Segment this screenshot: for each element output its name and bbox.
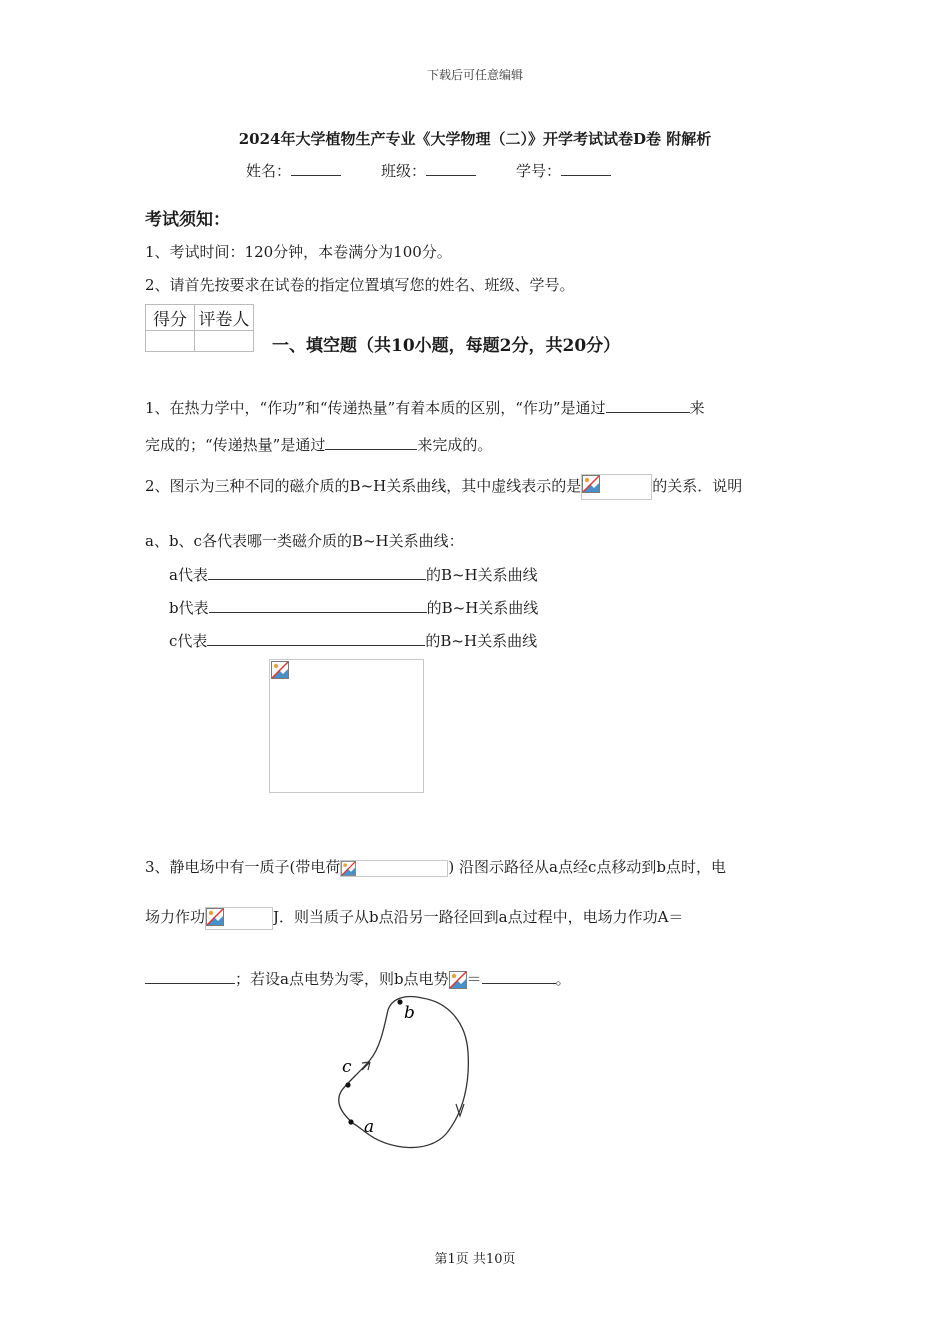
label-a: a: [364, 1117, 375, 1137]
q1-line2: [145, 434, 492, 455]
q3-line2: [145, 906, 683, 930]
class-blank[interactable]: [426, 161, 476, 176]
header-note: 下载后可任意编辑: [426, 68, 523, 82]
point-b: [397, 999, 402, 1004]
class-field: [381, 160, 476, 181]
class-label: 班级：: [381, 162, 427, 180]
label-b: b: [404, 1003, 415, 1023]
page-footer: 第1页 共10页: [434, 1252, 516, 1267]
q3-text-g: 。: [555, 970, 571, 988]
q2-c-label: c代表: [169, 632, 208, 650]
notice-title: 考试须知：: [145, 210, 230, 230]
q3-work-image: [205, 907, 273, 930]
q2-line1: [145, 474, 742, 500]
q2-c-suffix: 的B~H关系曲线: [425, 632, 538, 650]
notice-item-2: 2、请首先按要求在试卷的指定位置填写您的姓名、班级、学号。: [145, 276, 575, 294]
name-label: 姓名：: [246, 162, 292, 180]
q2-line2: a、b、c各代表哪一类磁介质的B~H关系曲线：: [145, 532, 464, 550]
q2-c-line: [169, 630, 537, 651]
q3-text-d: J．则当质子从b点沿另一路径回到a点过程中，电场力作功A＝: [273, 908, 684, 926]
label-c: c: [342, 1057, 352, 1077]
name-field: [246, 160, 341, 181]
student-info-row: [246, 160, 611, 181]
score-header: 得分: [146, 305, 195, 331]
broken-image-icon: [449, 971, 467, 989]
q1-text-a: 1、在热力学中，“作功”和“传递热量”有着本质的区别，“作功”是通过: [145, 399, 606, 417]
id-blank[interactable]: [561, 161, 611, 176]
score-table: [145, 304, 254, 352]
q3-path-diagram: [320, 992, 490, 1157]
page-title: 2024年大学植物生产专业《大学物理（二）》开学考试试卷D卷 附解析: [238, 130, 712, 148]
q3-text-c: 场力作功: [145, 908, 206, 926]
q2-a-suffix: 的B~H关系曲线: [425, 566, 538, 584]
q3-line3: [145, 968, 571, 989]
broken-image-icon: [582, 475, 600, 493]
q2-figure-image: [269, 659, 424, 793]
q3-text-f: ＝: [466, 970, 482, 988]
q2-inline-image: [581, 474, 652, 500]
q2-text-b: 的关系．说明: [652, 477, 743, 495]
q1-blank-1[interactable]: [606, 398, 690, 413]
notice-item-1: 1、考试时间：120分钟，本卷满分为100分。: [145, 243, 452, 261]
broken-image-icon: [341, 861, 356, 876]
q2-a-blank[interactable]: [208, 565, 426, 580]
q3-text-a: 3、静电场中有一质子(带电荷: [145, 858, 341, 876]
q1-text-b: 来: [689, 399, 705, 417]
q1-text-d: 来完成的。: [417, 436, 493, 454]
q1-text-c: 完成的；“传递热量”是通过: [145, 436, 326, 454]
id-field: [516, 160, 611, 181]
score-cell: [146, 331, 195, 352]
q3-text-b: ) 沿图示路径从a点经c点移动到b点时，电: [448, 858, 726, 876]
name-blank[interactable]: [291, 161, 341, 176]
q2-c-blank[interactable]: [207, 631, 425, 646]
q2-b-line: [169, 597, 538, 618]
point-c: [345, 1082, 350, 1087]
q2-a-line: [169, 564, 538, 585]
section-title: 一、填空题（共10小题，每题2分，共20分）: [272, 336, 621, 356]
broken-image-icon: [206, 908, 224, 926]
q2-b-label: b代表: [169, 599, 209, 617]
grader-header: 评卷人: [195, 305, 254, 331]
q3-blank-2[interactable]: [482, 969, 556, 984]
q3-blank-1[interactable]: [145, 969, 235, 984]
id-label: 学号：: [516, 162, 562, 180]
q2-b-suffix: 的B~H关系曲线: [426, 599, 539, 617]
arrow-c: [362, 1062, 370, 1070]
grader-cell: [195, 331, 254, 352]
broken-image-icon: [271, 661, 289, 679]
q3-line1: [145, 856, 726, 877]
q2-a-label: a代表: [169, 566, 208, 584]
q3-charge-image: [340, 860, 448, 877]
q2-b-blank[interactable]: [209, 598, 427, 613]
q1-line1: [145, 397, 705, 418]
q3-text-e: ；若设a点电势为零，则b点电势: [235, 970, 449, 988]
point-a: [348, 1119, 353, 1124]
q3-potential-image: [449, 971, 467, 989]
q2-text-a: 2、图示为三种不同的磁介质的B~H关系曲线，其中虚线表示的是: [145, 477, 582, 495]
q1-blank-2[interactable]: [325, 435, 417, 450]
